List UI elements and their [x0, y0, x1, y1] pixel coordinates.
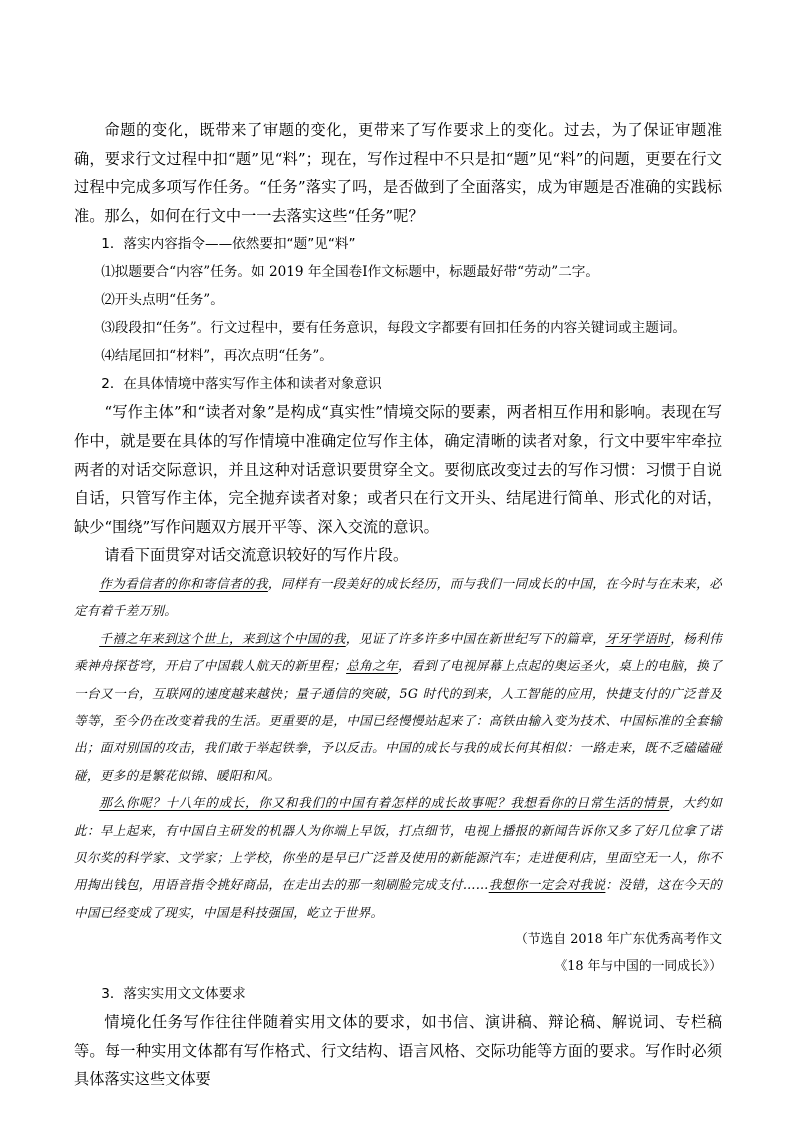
section2-heading: 2．在具体情境中落实写作主体和读者对象意识	[101, 376, 382, 393]
section1-item-3: ⑶段段扣“任务”。行文过程中，要有任务意识，每段文字都要有回扣任务的内容关键词或主题词。	[101, 320, 687, 337]
excerpt-paragraph-2	[74, 625, 722, 789]
excerpt-underline: 千禧之年来到这个世上，来到这个中国的我	[99, 630, 346, 646]
section1-item-1: ⑴拟题要合“内容”任务。如 2019 年全国卷Ⅰ作文标题中，标题最好带“劳动”二字。	[101, 264, 599, 281]
section2-prompt: 请看下面贯穿对话交流意识较好的写作片段。	[104, 546, 409, 565]
excerpt-paragraph-3	[74, 789, 722, 926]
excerpt-text: ，大约如此：早上起来，有中国自主研发的机器人为你端上早饭，打点细节，电视上播报的新闻告诉你又多了好几位拿了诺贝尔奖的科学家、文学家；上学校，你坐的是早已广泛普及使用的新能源汽车；走进便利店，里面空无一人，你不用掏出钱包，用语音指令挑好商品，在走出去的那一刻刷脸完成支付……	[74, 795, 722, 893]
excerpt-text: ，同样有一段美好的成长经历，而与我们一同成长的中国，在今时与在未来，必定有着千差万别。	[74, 575, 722, 619]
intro-paragraph: 命题的变化，既带来了审题的变化，更带来了写作要求上的变化。过去，为了保证审题准确，要求行文过程中扣“题”见“料”；现在，写作过程中不只是扣“题”见“料”的问题，更要在行文过程中完成多项写作任务。“任务”落实了吗，是否做到了全面落实，成为审题是否准确的实践标准。那么，如何在行文中一一去落实这些“任务”呢？	[74, 121, 722, 225]
section1-item-4: ⑷结尾回扣“材料”，再次点明“任务”。	[101, 348, 333, 365]
excerpt-text: ：没错，这在今天的中国已经变成了现实，中国是科技强国，屹立于世界。	[74, 877, 722, 920]
section3-body: 情境化任务写作往往伴随着实用文体的要求，如书信、演讲稿、辩论稿、解说词、专栏稿等。每一种实用文体都有写作格式、行文结构、语言风格、交际功能等方面的要求。写作时必须具体落实这些文体要	[74, 1013, 722, 1089]
section1-heading: 1．落实内容指令——依然要扣“题”见“料”	[101, 236, 356, 253]
section1-item-2: ⑵开头点明“任务”。	[101, 292, 224, 309]
section2-body: “写作主体”和“读者对象”是构成“真实性”情境交际的要素，两者相互作用和影响。表现在写作中，就是要在具体的写作情境中准确定位写作主体，确定清晰的读者对象，行文中要牢牢牵拉两者的对话交际意识，并且这种对话意识要贯穿全文。要彻底改变过去的写作习惯：习惯于自说自话，只管写作主体，完全抛弃读者对象；或者只在行文开头、结尾进行简单、形式化的对话，缺少“围绕”写作问题双方展开平等、深入交流的意识。	[74, 403, 722, 536]
excerpt-text: ，见证了许多许多中国在新世纪写下的篇章，	[345, 630, 606, 646]
excerpt-underline: 那么你呢？十八年的成长，你又和我们的中国有着怎样的成长故事呢？我想看你的日常生活的情景	[99, 795, 670, 811]
excerpt-paragraph-1	[74, 570, 722, 625]
excerpt-underline: 牙牙学语时	[605, 630, 671, 646]
section3-heading: 3．落实实用文文体要求	[101, 986, 246, 1003]
excerpt-text: ，看到了电视屏幕上点起的奥运圣火，桌上的电脑，换了一台又一台，互联网的速度越来越快；量子通信的突破，5G 时代的到来，人工智能的应用，快捷支付的广泛普及等等，至今仍在改变着我的生活。更重要的是，中国已经慢慢站起来了：高铁由输入变为技术、中国标准的全套输出；面对别国的攻击，我们敢于举起铁拳，予以反击。中国的成长与我的成长何其相似：一路走来，既不乏磕磕碰碰，更多的是繁花似锦、暖阳和风。	[74, 658, 723, 783]
excerpt-text: ，杨利伟乘神舟探苍穹，开启了中国载人航天的新里程；	[74, 630, 723, 674]
excerpt-underline: 我想你一定会对我说	[488, 877, 606, 893]
source-line-1: （节选自 2018 年广东优秀高考作文	[514, 932, 722, 948]
excerpt-underline: 总角之年	[346, 658, 399, 674]
document-page	[74, 116, 722, 1094]
source-line-2: 《18 年与中国的一同成长》）	[554, 959, 722, 975]
excerpt-underline: 作为看信者的你和寄信者的我	[99, 575, 268, 591]
